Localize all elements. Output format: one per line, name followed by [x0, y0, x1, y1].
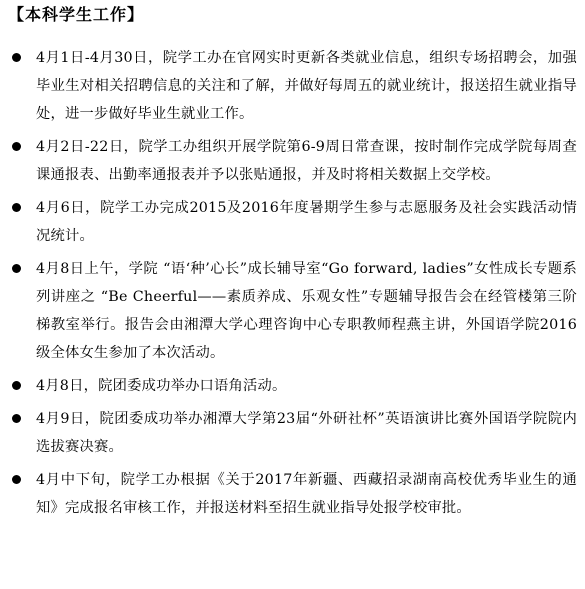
list-item: [8, 466, 577, 522]
section-heading: 【本科学生工作】: [8, 5, 145, 24]
bullet-icon: [12, 142, 21, 151]
list-item: [8, 133, 577, 189]
list-item: [8, 255, 577, 367]
list-item-text: 4月2日-22日，院学工办组织开展学院第6-9周日常查课，按时制作完成学院每周查课通报表、出勤率通报表并予以张贴通报，并及时将相关数据上交学校。: [36, 139, 577, 183]
list-item-text: 4月8日上午，学院 “语‘种’心长”成长辅导室“Go forward, ladies”女性成长专题系列讲座之 “Be Cheerful——素质养成、乐观女性”专题辅导报告会在经管楼第三阶梯教室举行。报告会由湘潭大学心理咨询中心专职教师程燕主讲，外国语学院2016级全体女生参加了本次活动。: [36, 261, 577, 361]
bullet-icon: [12, 203, 21, 212]
bullet-icon: [12, 264, 21, 273]
list-item: [8, 405, 577, 461]
list-item: [8, 44, 577, 128]
list-item: [8, 372, 577, 400]
list-item-text: 4月9日，院团委成功举办湘潭大学第23届“外研社杯”英语演讲比赛外国语学院院内选拔赛决赛。: [36, 411, 577, 455]
bullet-icon: [12, 53, 21, 62]
list-item: [8, 194, 577, 250]
list-item-text: 4月中下旬，院学工办根据《关于2017年新疆、西藏招录湖南高校优秀毕业生的通知》完成报名审核工作，并报送材料至招生就业指导处报学校审批。: [36, 472, 577, 516]
list-item-text: 4月1日-4月30日，院学工办在官网实时更新各类就业信息，组织专场招聘会，加强毕业生对相关招聘信息的关注和了解，并做好每周五的就业统计，报送招生就业指导处，进一步做好毕业生就业工作。: [36, 50, 577, 122]
list-item-text: 4月8日，院团委成功举办口语角活动。: [36, 378, 287, 394]
bullet-icon: [12, 381, 21, 390]
bullet-icon: [12, 475, 21, 484]
bullet-list: [8, 44, 577, 522]
list-item-text: 4月6日，院学工办完成2015及2016年度暑期学生参与志愿服务及社会实践活动情况统计。: [36, 200, 577, 244]
bullet-icon: [12, 414, 21, 423]
